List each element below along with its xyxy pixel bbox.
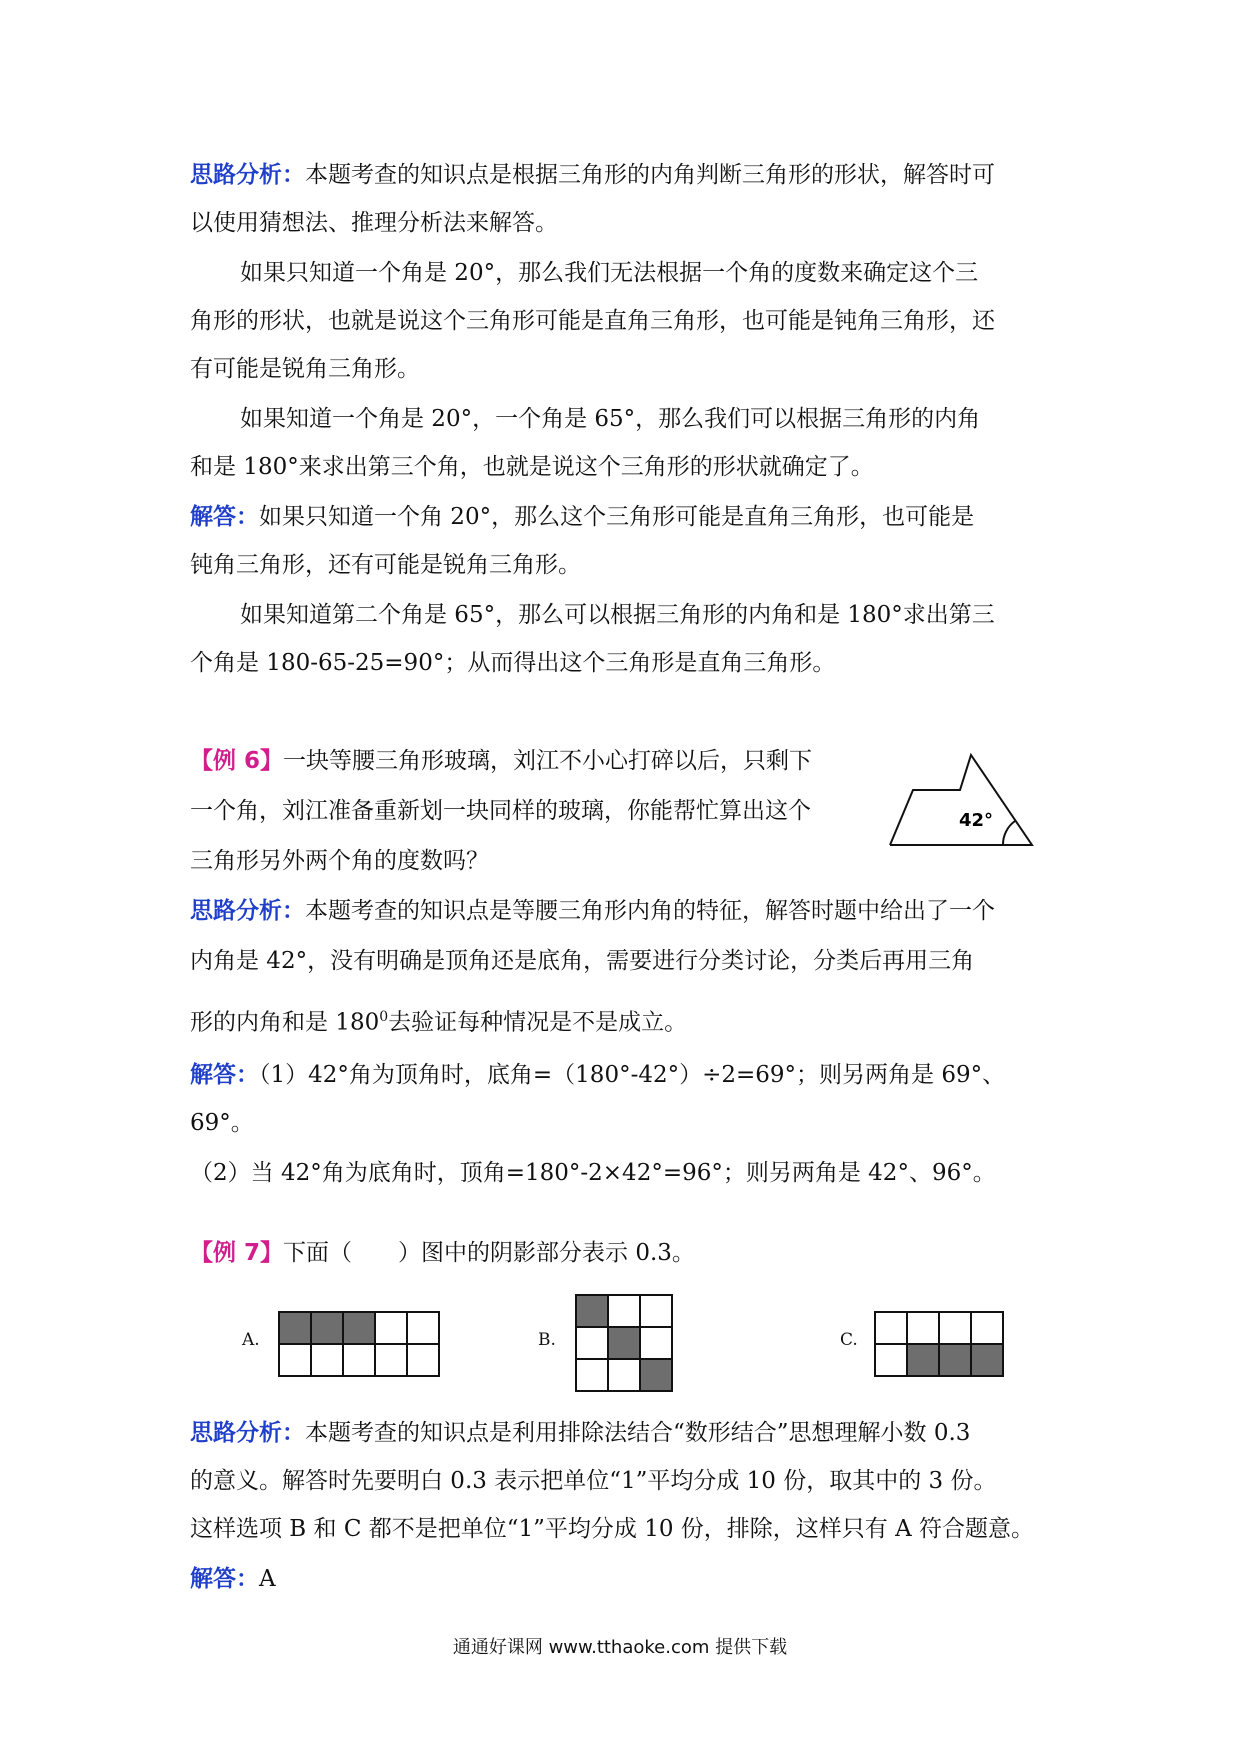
ex7-analysis-line1: 思路分析：本题考查的知识点是利用排除法结合“数形结合”思想理解小数 0.3 [190, 1420, 971, 1446]
grid-cell [576, 1327, 608, 1359]
grid-cell [640, 1295, 672, 1327]
ex6-answer-line3: （2）当 42°角为底角时，顶角=180°-2×42°=96°；则另两角是 42°、96°。 [190, 1160, 996, 1186]
grid-cell-shaded [576, 1295, 608, 1327]
s1-para3-line2: 和是 180°来求出第三个角，也就是说这个三角形的形状就确定了。 [190, 454, 874, 480]
grid-cell [907, 1312, 939, 1344]
analysis-label: 思路分析： [190, 1420, 305, 1446]
ex6-answer-line2: 69°。 [190, 1110, 254, 1136]
example7-label: 【例 7】 [190, 1240, 284, 1266]
grid-cell [279, 1344, 311, 1376]
grid-cell [375, 1344, 407, 1376]
ex7-question: 【例 7】下面（ ）图中的阴影部分表示 0.3。 [190, 1240, 695, 1266]
grid-cell [640, 1327, 672, 1359]
answer-label: 解答： [190, 1062, 259, 1088]
grid-cell [608, 1295, 640, 1327]
grid-cell [407, 1312, 439, 1344]
ex6-question-line2: 一个角，刘江准备重新划一块同样的玻璃，你能帮忙算出这个 [190, 798, 811, 824]
ex6-answer-line1: 解答：（1）42°角为顶角时，底角=（180°-42°）÷2=69°；则另两角是 69°、 [190, 1062, 1006, 1088]
grid-cell [971, 1312, 1003, 1344]
option-a-grid [278, 1311, 440, 1377]
s1-para2-line1: 如果只知道一个角是 20°，那么我们无法根据一个角的度数来确定这个三 [240, 260, 979, 286]
grid-cell [375, 1312, 407, 1344]
ex7-analysis-line3: 这样选项 B 和 C 都不是把单位“1”平均分成 10 份，排除，这样只有 A 符合题意。 [190, 1516, 1035, 1542]
ex6-analysis-line1: 思路分析：本题考查的知识点是等腰三角形内角的特征，解答时题中给出了一个 [190, 898, 995, 924]
option-c-label: C. [840, 1330, 858, 1350]
grid-cell-shaded [343, 1312, 375, 1344]
ex7-answer: 解答：A [190, 1566, 276, 1592]
grid-cell [939, 1312, 971, 1344]
s1-answer-line1: 解答：如果只知道一个角 20°，那么这个三角形可能是直角三角形，也可能是 [190, 504, 975, 530]
ex6-analysis-line2: 内角是 42°，没有明确是顶角还是底角，需要进行分类讨论，分类后再用三角 [190, 948, 975, 974]
grid-cell [343, 1344, 375, 1376]
option-b-grid [575, 1294, 673, 1392]
broken-triangle-figure [885, 745, 1045, 855]
grid-cell-shaded [311, 1312, 343, 1344]
grid-cell [407, 1344, 439, 1376]
grid-cell-shaded [608, 1327, 640, 1359]
grid-cell [608, 1359, 640, 1391]
grid-cell-shaded [279, 1312, 311, 1344]
grid-cell-shaded [907, 1344, 939, 1376]
grid-cell [875, 1344, 907, 1376]
s1-analysis-line1: 思路分析：本题考查的知识点是根据三角形的内角判断三角形的形状，解答时可 [190, 162, 995, 188]
analysis-label: 思路分析： [190, 162, 305, 188]
grid-cell-shaded [939, 1344, 971, 1376]
example6-label: 【例 6】 [190, 748, 284, 774]
s1-analysis-line2: 以使用猜想法、推理分析法来解答。 [190, 210, 558, 236]
option-c-grid [874, 1311, 1004, 1377]
s1-para5-line2: 个角是 180-65-25=90°；从而得出这个三角形是直角三角形。 [190, 650, 836, 676]
s1-answer-line2: 钝角三角形，还有可能是锐角三角形。 [190, 552, 581, 578]
grid-cell [875, 1312, 907, 1344]
s1-para5-line1: 如果知道第二个角是 65°，那么可以根据三角形的内角和是 180°求出第三 [240, 602, 995, 628]
figure-angle-label: 42° [959, 810, 994, 831]
ex6-question-line1: 【例 6】一块等腰三角形玻璃，刘江不小心打碎以后，只剩下 [190, 748, 813, 774]
option-a-label: A. [242, 1330, 260, 1350]
answer-label: 解答： [190, 504, 259, 530]
answer-label: 解答： [190, 1566, 259, 1592]
option-b-label: B. [538, 1330, 556, 1350]
ex6-analysis-line3: 形的内角和是 $180^0$去验证每种情况是不是成立。 [190, 1009, 688, 1036]
grid-cell [576, 1359, 608, 1391]
footer-source: 通通好课网 www.tthaoke.com 提供下载 [452, 1637, 788, 1658]
s1-para2-line2: 角形的形状，也就是说这个三角形可能是直角三角形，也可能是钝角三角形，还 [190, 308, 995, 334]
analysis-label: 思路分析： [190, 898, 305, 924]
grid-cell-shaded [971, 1344, 1003, 1376]
ex6-question-line3: 三角形另外两个角的度数吗？ [190, 848, 489, 874]
ex7-analysis-line2: 的意义。解答时先要明白 0.3 表示把单位“1”平均分成 10 份，取其中的 3 份。 [190, 1468, 997, 1494]
s1-para2-line3: 有可能是锐角三角形。 [190, 356, 420, 382]
grid-cell [311, 1344, 343, 1376]
grid-cell-shaded [640, 1359, 672, 1391]
s1-para3-line1: 如果知道一个角是 20°，一个角是 65°，那么我们可以根据三角形的内角 [240, 406, 981, 432]
